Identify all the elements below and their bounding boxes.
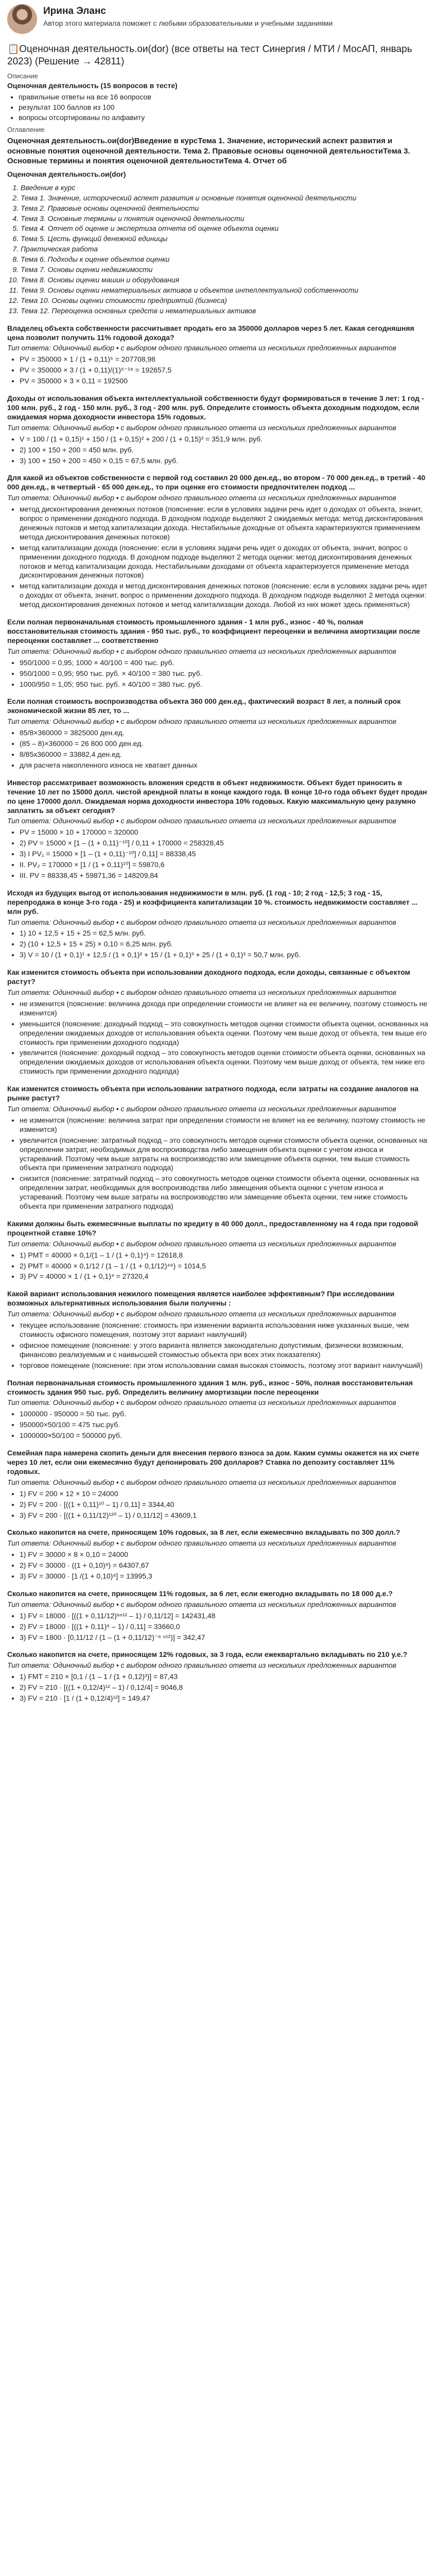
toc-item[interactable]: 5. Тема 4. Отчет об оценке и экспертиза отчета об оценке объекта оценки — [21, 224, 429, 233]
question-text: Полная первоначальная стоимость промышленного здания 1 млн. руб., износ - 50%, полная восстановительная стоимость здания 950 тыс. руб. Определить величину амортизации после переоценки — [7, 1378, 413, 1396]
answer-option: • 3) I PV₁ = 15000 × [1 – (1 + 0,11)⁻¹⁰] / 0,11] = 88338,45 — [20, 850, 429, 859]
question-text: Инвестор рассматривает возможность вложения средств в объект недвижимости. Объект будет приносить в течение 10 лет по 15000 долл. чистой арендной платы в конце каждого года. В конце 10-го года объект будет продан по цене 170000 долл. Ожидаемая норма доходности инвестора 10% годовых. Какую максимальную цену разумно заплатить за объект сегодня? — [7, 778, 427, 815]
toc-item[interactable]: 12. Тема 10. Основы оценки стоимости предприятий (бизнеса) — [21, 296, 429, 306]
answer-options — [7, 1116, 429, 1211]
answer-options — [7, 355, 429, 386]
question — [7, 1650, 429, 1703]
answer-option: • 2) FV = 200 · [((1 + 0,11)¹⁰ – 1) / 0,11] = 3344,40 — [20, 1500, 429, 1510]
toc-item[interactable]: 8. Тема 6. Подходы к оценке объектов оценки — [21, 255, 429, 264]
question-type: Тип ответа: Одиночный выбор • с выбором одного правильного ответа из нескольких предложенных вариантов — [7, 988, 396, 996]
question-text: Доходы от использования объекта интеллектуальной собственности будут формироваться в течение 3 лет: 1 год - 100 млн. руб., 2 год - 150 млн. руб., 3 год - 200 млн. руб. Определите стоимость объекта доходным подходом, если ожидаемая норма доходности инвестора 15% годовых. — [7, 394, 424, 421]
list-item: • правильные ответы на все 16 вопросов — [19, 93, 429, 102]
description-title: Оценочная деятельность (15 вопросов в тесте) — [7, 81, 178, 90]
question-type: Тип ответа: Одиночный выбор • с выбором одного правильного ответа из нескольких предложенных вариантов — [7, 1661, 396, 1670]
question-type: Тип ответа: Одиночный выбор • с выбором одного правильного ответа из нескольких предложенных вариантов — [7, 647, 396, 655]
question-type: Тип ответа: Одиночный выбор • с выбором одного правильного ответа из нескольких предложенных вариантов — [7, 1239, 396, 1248]
question-type: Тип ответа: Одиночный выбор • с выбором одного правильного ответа из нескольких предложенных вариантов — [7, 1104, 396, 1113]
questions-list — [7, 324, 429, 1703]
author-description: Автор этого материала поможет с любыми образовательными и учебными заданиями — [43, 19, 333, 28]
toc-label: Оглавление — [7, 125, 45, 133]
answer-option: • PV = 15000 × 10 + 170000 = 320000 — [20, 828, 429, 837]
question — [7, 1379, 429, 1440]
question-type: Тип ответа: Одиночный выбор • с выбором одного правильного ответа из нескольких предложенных вариантов — [7, 423, 396, 432]
answer-option: • не изменится (пояснение: величина дохода при определении стоимости не влияет на ее величину, поэтому стоимость не изменится) — [20, 999, 429, 1018]
answer-option: • текущее использование (пояснение: стоимость при изменении варианта использования ниже указанных выше, чем стоимость офисного помещения, поэтому этот вариант наилучший) — [20, 1321, 429, 1340]
question — [7, 1290, 429, 1370]
toc-item[interactable]: 2. Тема 1. Значение, исторический аспект развития и основные понятия оценочной деятельности — [21, 194, 429, 203]
answer-options — [7, 1672, 429, 1703]
answer-option: • метод дисконтирования денежных потоков (пояснение: если в условиях задачи речь идет о доходах от объекта, значит, вопрос о применении доходного подхода. В доходном подходе выделяют 2 ожидаемых метода: метод дисконтирования денежных потоков и метод капитализации дохода. Нестабильные доходные от объекта характеризуются применением метода дисконтирования денежных потоков) — [20, 505, 429, 542]
answer-option: • PV = 350000 × 3 / (1 + 0,11)/(1)⁵⁻¹⁸ = 192657,5 — [20, 366, 429, 375]
answer-option: • 3) PV = 40000 × 1 / (1 + 0,1)⁴ = 27320,4 — [20, 1272, 429, 1281]
question — [7, 324, 429, 386]
toc-item[interactable]: 13. Тема 12. Переоценка основных средств и нематериальных активов — [21, 307, 429, 316]
toc-item[interactable]: 6. Тема 5. Цесть функций денежной единицы — [21, 234, 429, 244]
answer-option: • 3) 100 + 150 + 200 = 450 × 0,15 = 67,5 млн. руб. — [20, 456, 429, 466]
question-type: Тип ответа: Одиночный выбор • с выбором одного правильного ответа из нескольких предложенных вариантов — [7, 344, 396, 352]
answer-option: • 2) PV = 15000 × [1 – (1 + 0,11)⁻¹⁰] / 0,11 + 170000 = 258328,45 — [20, 839, 429, 848]
answer-option: • увеличится (пояснение: затратный подход – это совокупность методов оценки стоимости объекта оценки, основанных на определении затрат, необходимых для воспроизводства либо замещения объекта оценки с учетом износа и устареваний. Поэтому чем выше затраты на воспроизводство или замещение объекта оценки, тем выше стоимость объекта при применении затратного подхода) — [20, 1136, 429, 1173]
answer-option: • метод капитализации дохода и метод дисконтирования денежных потоков (пояснение: если в условиях задачи речь идет о доходах от объекта, значит, вопрос о применении доходного подхода. В доходном подходе выделяют 2 метода оценки: метод дисконтирования денежных потоков и метод капитализации дохода. Любой из них может здесь применяться) — [20, 582, 429, 609]
answer-option: • 2) FV = 18000 · [((1 + 0,11)⁶ – 1) / 0,11] = 33660,0 — [20, 1622, 429, 1632]
answer-option: • (85 – 8)×360000 = 26 800 000 ден.ед. — [20, 739, 429, 749]
question-type: Тип ответа: Одиночный выбор • с выбором одного правильного ответа из нескольких предложенных вариантов — [7, 494, 396, 502]
answer-option: • 3) FV = 210 · [1 / (1 + 0,12/4)¹²] = 149,47 — [20, 1694, 429, 1703]
toc-item[interactable]: 4. Тема 3. Основные термины и понятия оценочной деятельности — [21, 214, 429, 224]
answer-option: • II. PV₂ = 170000 × [1 / (1 + 0,11)¹⁰] = 59870,6 — [20, 860, 429, 870]
answer-option: • PV = 350000 × 1 / (1 + 0,11)⁵ = 207708,98 — [20, 355, 429, 364]
answer-option: • 1) FV = 200 × 12 × 10 = 24000 — [20, 1489, 429, 1499]
author-block — [7, 4, 429, 34]
question-text: Как изменится стоимость объекта при использовании затратного подхода, если затраты на создание аналогов на рынке растут? — [7, 1084, 418, 1103]
question-text: Исходя из будущих выгод от использования недвижимости в млн. руб. (1 год - 10; 2 год - 12,5; 3 год - 15, перепродажа в конце 3-го года - 25) и коэффициента капитализации 10 %. стоимость недвижимости составляет ... млн руб. — [7, 888, 418, 916]
answer-option: • 3) FV = 200 · [((1 + 0,11/12)¹²⁰ – 1) / 0,11/12] = 43609,1 — [20, 1511, 429, 1520]
answer-option: • 950/1000 = 0,95; 1000 × 40/100 = 400 тыс. руб. — [20, 658, 429, 668]
list-item: • вопросы отсортированы по алфавиту — [19, 113, 429, 123]
toc-title: Оценочная деятельность.ои(dor)Введение в курсТема 1. Значение, исторический аспект развития и основные понятия оценочной деятельности. Тема 2. Правовые основы оценочной деятельностиТема 3. Основные термины и понятия оценочной деятельностиТема 4. Отчет об — [7, 137, 410, 165]
answer-option: • 950000×50/100 = 475 тыс.руб. — [20, 1420, 429, 1430]
answer-option: • 3) FV = 1800 · [0,11/12 / (1 – (1 + 0,11/12)⁻⁶ ⁿ¹²)] = 342,47 — [20, 1633, 429, 1642]
answer-options — [7, 1550, 429, 1581]
question — [7, 968, 429, 1076]
answer-options — [7, 828, 429, 880]
toc-item[interactable]: 9. Тема 7. Основы оценки недвижимости — [21, 265, 429, 275]
answer-options — [7, 1489, 429, 1520]
answer-option: • 1) FV = 18000 · [((1 + 0,11/12)⁶ⁿ¹² – 1) / 0,11/12] = 142431,48 — [20, 1612, 429, 1621]
answer-options — [7, 999, 429, 1076]
page-title — [7, 43, 429, 68]
document-icon: 📋 — [7, 44, 20, 55]
question-text: Если полная первоначальная стоимость промышленного здания - 1 млн руб., износ - 40 %, полная восстановительная стоимость здания - 950 тыс. руб., то коэффициент переоценки и величина амортизации после переоценки составляет ... соответственно — [7, 618, 420, 645]
question-type: Тип ответа: Одиночный выбор • с выбором одного правильного ответа из нескольких предложенных вариантов — [7, 817, 396, 825]
answer-option: • 1000000 - 950000 = 50 тыс. руб. — [20, 1410, 429, 1419]
answer-option: • 8/85х360000 = 33882,4 ден.ед. — [20, 750, 429, 759]
question — [7, 889, 429, 960]
question-type: Тип ответа: Одиночный выбор • с выбором одного правильного ответа из нескольких предложенных вариантов — [7, 717, 396, 726]
question-text: Сколько накопится на счете, приносящем 10% годовых, за 8 лет, если ежемесячно вкладывать по 300 долл.? — [7, 1528, 400, 1537]
question — [7, 1219, 429, 1281]
question-text: Какими должны быть ежемесячные выплаты по кредиту в 40 000 долл., предоставленному на 4 года при годовой процентной ставке 10%? — [7, 1219, 418, 1237]
description-label: Описание — [7, 72, 38, 80]
question-type: Тип ответа: Одиночный выбор • с выбором одного правильного ответа из нескольких предложенных вариантов — [7, 1539, 396, 1548]
question-type: Тип ответа: Одиночный выбор • с выбором одного правильного ответа из нескольких предложенных вариантов — [7, 1600, 396, 1608]
answer-option: • 2) 100 + 150 + 200 = 450 млн. руб. — [20, 446, 429, 455]
toc-item[interactable]: 10. Тема 8. Основы оценки машин и оборудования — [21, 276, 429, 285]
question-text: Для какой из объектов собственности с первой год составил 20 000 ден.ед., во втором - 70 000 ден.ед., в третий - 40 000 ден.ед., в четвертый - 65 000 ден.ед., то при оценке его стоимости предпочтителен подход ... — [7, 473, 426, 492]
answer-options — [7, 1321, 429, 1370]
answer-options — [7, 1612, 429, 1642]
answer-option: • 1) 10 + 12,5 + 15 + 25 = 62,5 млн. руб. — [20, 929, 429, 938]
question — [7, 1449, 429, 1520]
list-item: • результат 100 баллов из 100 — [19, 103, 429, 112]
answer-option: • увеличится (пояснение: доходный подход – это совокупность методов оценки стоимости объекта оценки, основанных на определении ожидаемых доходов от использования объекта оценки. Поэтому чем выше доход от объекта, тем ниже его стоимость при применении доходного подхода) — [20, 1048, 429, 1076]
question — [7, 1528, 429, 1581]
question-text: Сколько накопится на счете, приносящем 12% годовых, за 3 года, если ежеквартально вкладывать по 210 у.е.? — [7, 1650, 408, 1659]
question-text: Как изменится стоимость объекта при использовании доходного подхода, если доходы, связанные с объектом растут? — [7, 968, 410, 986]
answer-options — [7, 1251, 429, 1282]
question-text: Владелец объекта собственности рассчитывает продать его за 350000 долларов через 5 лет. Какая сегодняшняя цена позволит получить 11% годовой дохода? — [7, 324, 414, 342]
answer-option: • уменьшится (пояснение: доходный подход – это совокупность методов оценки стоимости объекта оценки, основанных на определении ожидаемых доходов от использования объекта оценки. Поэтому чем выше доход от объекта, тем выше его стоимость при применении доходного подхода) — [20, 1020, 429, 1047]
answer-option: • 950/1000 = 0,95; 950 тыс. руб. × 40/100 = 380 тыс. руб. — [20, 669, 429, 679]
answer-option: • 1) PMT = 40000 × 0,1/(1 – 1 / (1 + 0,1)⁴) = 12618,8 — [20, 1251, 429, 1260]
answer-option: • PV = 350000 × 3 × 0,11 = 192500 — [20, 377, 429, 386]
answer-option: • 1) FMT = 210 × [0,1 / (1 – 1 / (1 + 0,12)³)] = 87,43 — [20, 1672, 429, 1682]
answer-option: • торговое помещение (пояснение: при этом использовании самая высокая стоимость, поэтому этот вариант наилучший) — [20, 1361, 429, 1370]
question-text: Какой вариант использования нежилого помещения является наиболее эффективным? При исследовании возможных альтернативных использования были получены : — [7, 1290, 395, 1308]
toc-list — [7, 183, 429, 316]
question-text: Если полная стоимость воспроизводства объекта 360 000 ден.ед., фактический возраст 8 лет, а полный срок экономической жизни 85 лет, то ... — [7, 697, 401, 715]
answer-options — [7, 505, 429, 609]
question-type: Тип ответа: Одиночный выбор • с выбором одного правильного ответа из нескольких предложенных вариантов — [7, 918, 396, 926]
answer-option: • офисное помещение (пояснение: у этого варианта является законодательно допустимым, физически возможным, финансово реализуемым и с наивысшей стоимостью объекта при всех этих показателях) — [20, 1341, 429, 1360]
answer-option: • 3) FV = 30000 · [1 /(1 + 0,10)⁸] = 13995,3 — [20, 1572, 429, 1581]
question-text: Сколько накопится на счете, приносящем 11% годовых, за 6 лет, если ежегодно вкладывать по 18 000 д.е.? — [7, 1589, 393, 1598]
answer-option: • III. PV = 88338,45 + 59871,36 = 148209,84 — [20, 871, 429, 880]
answer-option: • для расчета накопленного износа не хватает данных — [20, 761, 429, 770]
question-type: Тип ответа: Одиночный выбор • с выбором одного правильного ответа из нескольких предложенных вариантов — [7, 1310, 396, 1318]
question-type: Тип ответа: Одиночный выбор • с выбором одного правильного ответа из нескольких предложенных вариантов — [7, 1398, 396, 1407]
description-list — [7, 93, 429, 123]
answer-option: • 3) V = 10 / (1 + 0,1)¹ + 12,5 / (1 + 0,1)² + 15 / (1 + 0,1)³ + 25 / (1 + 0,1)³ = 50,7 млн. руб. — [20, 951, 429, 960]
answer-options — [7, 728, 429, 770]
answer-option: • 1000/950 = 1,05; 950 тыс. руб. × 40/100 = 380 тыс. руб. — [20, 680, 429, 689]
answer-option: • 1000000×50/100 = 500000 руб. — [20, 1431, 429, 1440]
answer-option: • снизится (пояснение: затратный подход – это совокупность методов оценки стоимости объекта оценки, основанных на определении затрат, необходимых для воспроизводства либо замещения объекта оценки с учетом износа и устареваний. Поэтому чем выше затраты на воспроизводство или замещение объекта оценки, тем ниже стоимость объекта при применении затратного подхода) — [20, 1174, 429, 1211]
question — [7, 1589, 429, 1642]
toc-subtitle: Оценочная деятельность.ои(dor) — [7, 170, 126, 178]
toc-item[interactable]: 7. Практическая работа — [21, 245, 429, 254]
author-info — [43, 4, 333, 28]
answer-option: • 2) (10 + 12,5 + 15 + 25) × 0,10 = 6,25 млн. руб. — [20, 940, 429, 949]
answer-option: • V = 100 / (1 + 0,15)¹ + 150 / (1 + 0,15)² + 200 / (1 + 0,15)³ = 351,9 млн. руб. — [20, 435, 429, 444]
answer-option: • 2) FV = 30000 · ((1 + 0,10)⁸) = 64307,67 — [20, 1561, 429, 1570]
answer-options — [7, 929, 429, 960]
answer-option: • 2) PMT = 40000 × 0,1/12 / (1 – 1 / (1 + 0,1/12)⁴⁸) = 1014,5 — [20, 1262, 429, 1271]
avatar[interactable] — [7, 4, 37, 34]
author-name[interactable]: Ирина Эланс — [43, 6, 106, 16]
page-title-text: Оценочная деятельность.ои(dor) (все ответы на тест Синергия / МТИ / МосАП, январь 2023) (Решение → 42811) — [7, 44, 412, 67]
question — [7, 473, 429, 609]
question-text: Семейная пара намерена скопить деньги для внесения первого взноса за дом. Каким суммы окажется на их счете через 10 лет, если они ежемесячно будут депонировать 200 долларов? Ставка по депозиту составляет 11% годовых. — [7, 1449, 420, 1476]
question — [7, 1084, 429, 1211]
toc-item[interactable]: 1. Введение в курс — [21, 183, 429, 193]
question-type: Тип ответа: Одиночный выбор • с выбором одного правильного ответа из нескольких предложенных вариантов — [7, 1478, 396, 1486]
answer-option: • не изменится (пояснение: величина затрат при определении стоимости не влияет на ее величину, поэтому стоимость не изменится) — [20, 1116, 429, 1134]
answer-options — [7, 1410, 429, 1440]
answer-option: • метод капитализации дохода (пояснение: если в условиях задачи речь идет о доходах от объекта, значит, вопрос о применении доходного подхода. В доходном подходе выделяют 2 метода оценки: метод дисконтирования денежных потоков и метод капитализации дохода. Нестабильными доходами от объекта характеризуется применение метода дисконтирования денежных потоков) — [20, 544, 429, 581]
answer-options — [7, 658, 429, 689]
question — [7, 618, 429, 689]
toc-item[interactable]: 11. Тема 9. Основы оценки нематериальных активов и объектов интеллектуальной собственности — [21, 286, 429, 295]
answer-options — [7, 435, 429, 466]
answer-option: • 85/8×360000 = 3825000 ден.ед. — [20, 728, 429, 738]
question — [7, 778, 429, 880]
answer-option: • 2) FV = 210 · [((1 + 0,12/4)¹² – 1) / 0,12/4] = 9046,8 — [20, 1683, 429, 1692]
question — [7, 697, 429, 770]
question — [7, 394, 429, 465]
toc-item[interactable]: 3. Тема 2. Правовые основы оценочной деятельности — [21, 204, 429, 213]
answer-option: • 1) FV = 30000 × 8 × 0,10 = 24000 — [20, 1550, 429, 1560]
